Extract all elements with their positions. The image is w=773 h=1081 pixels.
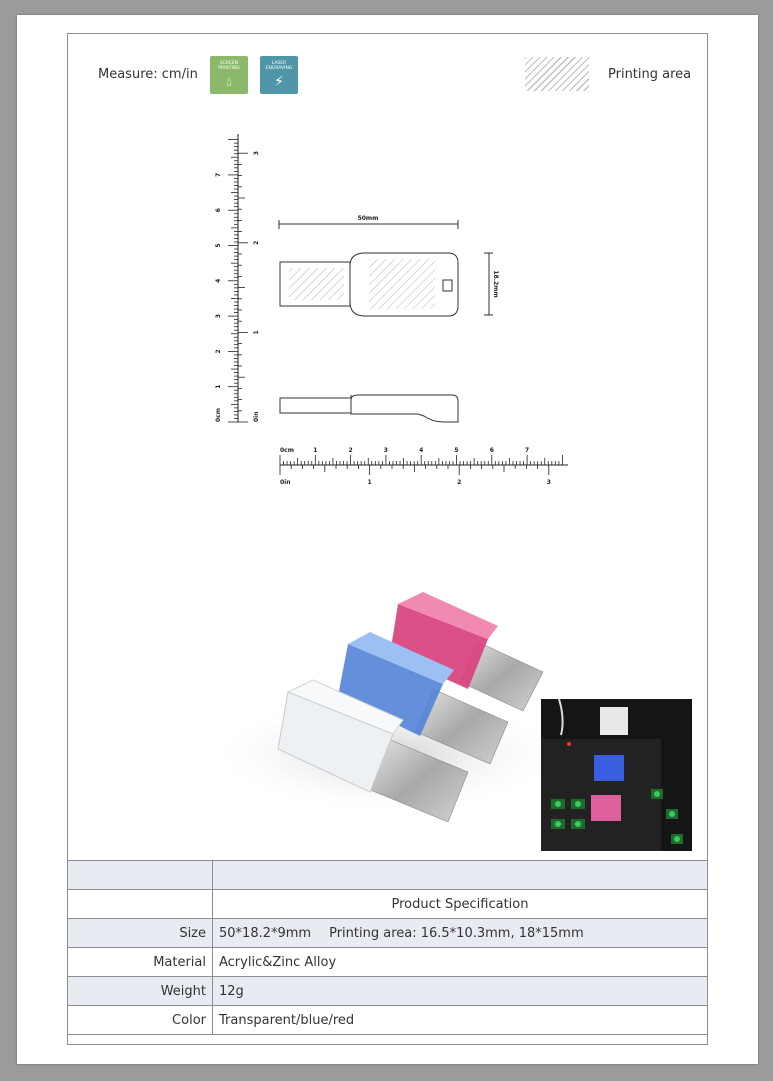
- length-dimension: [279, 215, 458, 229]
- spec-key: Weight: [68, 977, 213, 1006]
- ruler-label: 3: [383, 447, 388, 454]
- pink-drive-glow: [591, 795, 621, 821]
- ruler-label: 4: [215, 278, 222, 283]
- ruler-label: 6: [215, 208, 222, 213]
- printing-area-label: Printing area: [608, 67, 692, 82]
- led-window: [443, 280, 452, 291]
- horizontal-ruler: [280, 447, 568, 486]
- spec-value: Transparent/blue/red: [213, 1006, 708, 1035]
- top-view-outline: [280, 253, 458, 316]
- lightning-icon: ⚡︎: [274, 74, 284, 90]
- screen-printing-label: SCREEN PRINTING: [218, 61, 240, 71]
- spec-row-size: [68, 919, 708, 948]
- blue-drive-glow: [594, 755, 624, 781]
- spec-key: Size: [68, 919, 213, 948]
- spec-value: Acrylic&Zinc Alloy: [213, 948, 708, 977]
- ruler-label: 7: [215, 172, 222, 177]
- technical-drawing: [68, 34, 709, 494]
- ruler-label: 5: [215, 243, 222, 248]
- vertical-ruler: [215, 134, 260, 422]
- clear-drive-glow: [600, 707, 628, 735]
- ruler-label: 0cm: [280, 447, 294, 454]
- height-label: 18.2mm: [492, 270, 499, 298]
- measure-label: Measure: cm/in: [98, 67, 198, 82]
- ruler-label: 2: [253, 240, 260, 245]
- spec-title-row: [68, 890, 708, 919]
- ruler-label: 1: [367, 479, 372, 486]
- ruler-label: 0in: [253, 411, 260, 422]
- usb-hub-photo: [541, 699, 692, 851]
- spec-row-weight: [68, 977, 708, 1006]
- spec-table: [67, 860, 708, 1035]
- spec-header-blank-row: [68, 861, 708, 890]
- spec-extra: Printing area: 16.5*10.3mm, 18*15mm: [329, 925, 584, 941]
- ink-drop-icon: 💧︎: [226, 74, 232, 90]
- ruler-label: 0in: [280, 479, 291, 486]
- laser-engraving-label: LASER ENGRAVING: [265, 61, 293, 71]
- ruler-label: 3: [215, 314, 222, 319]
- ruler-label: 5: [454, 447, 459, 454]
- spec-row-material: [68, 948, 708, 977]
- height-dimension: [484, 253, 499, 315]
- side-view-outline: [280, 395, 458, 422]
- ruler-label: 0cm: [215, 408, 222, 422]
- ruler-label: 1: [313, 447, 318, 454]
- ruler-label: 7: [525, 447, 530, 454]
- product-photo: [198, 564, 578, 834]
- spec-row-color: [68, 1006, 708, 1035]
- ruler-label: 1: [253, 330, 260, 335]
- spec-key: Material: [68, 948, 213, 977]
- content-frame: [67, 33, 708, 1045]
- ruler-label: 3: [546, 479, 551, 486]
- length-label: 50mm: [357, 215, 379, 222]
- spec-value: 12g: [213, 977, 708, 1006]
- ruler-label: 6: [489, 447, 494, 454]
- spec-key: Color: [68, 1006, 213, 1035]
- spec-title: Product Specification: [213, 890, 708, 919]
- ruler-label: 2: [457, 479, 462, 486]
- ruler-label: 2: [215, 349, 222, 354]
- ruler-label: 3: [253, 151, 260, 156]
- spec-sheet-page: [17, 15, 758, 1064]
- ruler-label: 4: [419, 447, 424, 454]
- ruler-label: 2: [348, 447, 353, 454]
- hatched-print-area-2: [369, 259, 435, 309]
- spec-value: 50*18.2*9mm: [219, 925, 312, 941]
- ruler-label: 1: [215, 384, 222, 389]
- hatched-print-area: [289, 268, 344, 300]
